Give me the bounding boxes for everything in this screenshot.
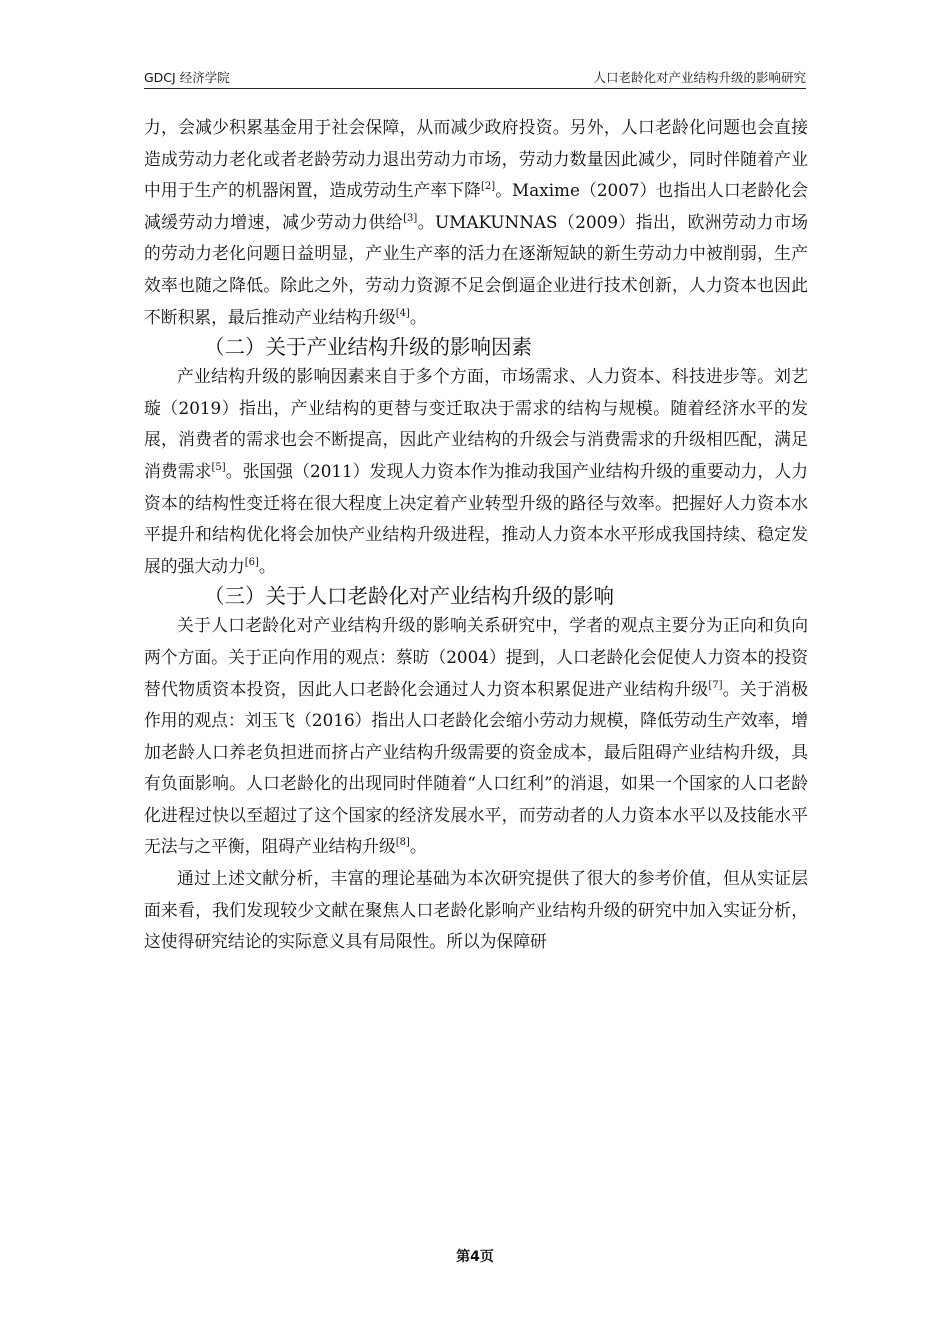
paragraph-literature-summary bbox=[144, 863, 808, 958]
citation-5: [5] bbox=[211, 461, 226, 473]
section-heading-3: （三）关于人口老龄化对产业结构升级的影响 bbox=[204, 584, 614, 609]
page-body bbox=[144, 112, 808, 958]
paragraph-aging-impact bbox=[144, 610, 808, 863]
text-run: 力，会减少积累基金用于社会保障，从而减少政府投资。另外，人口老龄化问题也会直接造成劳动力老化或者老龄劳动力退出劳动力市场，劳动力数量因此减少，同时伴随着产业中用于生产的机器闲置，造成劳动生产率下降 bbox=[144, 117, 808, 201]
citation-3: [3] bbox=[403, 212, 418, 224]
text-run: 产业结构升级的影响因素来自于多个方面，市场需求、人力资本、科技进步等。刘艺璇（2019）指出，产业结构的更替与变迁取决于需求的结构与规模。随着经济水平的发展，消费者的需求也会不断提高，因此产业结构的升级会与消费需求的升级相匹配，满足消费需求 bbox=[144, 366, 808, 481]
citation-8: [8] bbox=[395, 837, 410, 849]
text-run: 关于人口老龄化对产业结构升级的影响关系研究中，学者的观点主要分为正向和负向两个方面。关于正向作用的观点：蔡昉（2004）提到，人口老龄化会促使人力资本的投资替代物质资本投资，因此人口老龄化会通过人力资本积累促进产业结构升级 bbox=[144, 615, 808, 699]
citation-7: [7] bbox=[708, 679, 723, 691]
text-run: 通过上述文献分析，丰富的理论基础为本次研究提供了很大的参考价值，但从实证层面来看，我们发现较少文献在聚焦人口老龄化影响产业结构升级的研究中加入实证分析，这使得研究结论的实际意义具有局限性。所以为保障研 bbox=[144, 868, 808, 952]
running-header bbox=[144, 66, 806, 89]
header-school: GDCJ 经济学院 bbox=[144, 70, 230, 85]
citation-6: [6] bbox=[244, 556, 259, 568]
text-run: 。张国强（2011）发现人力资本作为推动我国产业结构升级的重要动力，人力资本的结构性变迁将在很大程度上决定着产业转型升级的路径与效率。把握好人力资本水平提升和结构优化将会加快产业结构升级进程，推动人力资本水平形成我国持续、稳定发展的强大动力 bbox=[144, 460, 808, 576]
text-run: 。关于消极作用的观点：刘玉飞（2016）指出人口老龄化会缩小劳动力规模，降低劳动生产效率，增加老龄人口养老负担进而挤占产业结构升级需要的资金成本，最后阻碍产业结构升级，具有负面影响。人口老龄化的出现同时伴随着“人口红利”的消退，如果一个国家的人口老龄化进程过快以至超过了这个国家的经济发展水平，而劳动者的人力资本水平以及技能水平无法与之平衡，阻碍产业结构升级 bbox=[144, 678, 808, 857]
citation-4: [4] bbox=[395, 307, 410, 319]
citation-2: [2] bbox=[480, 181, 496, 193]
text-run: 。 bbox=[409, 836, 427, 857]
page-number: 第4页 bbox=[456, 1249, 494, 1265]
paragraph-labor-aging bbox=[144, 112, 808, 333]
text-run: 。Maxime（2007）也指出人口老龄化会减缓劳动力增速，减少劳动力供给 bbox=[144, 180, 808, 232]
text-run: 。 bbox=[409, 306, 427, 327]
text-run: 。UMAKUNNAS（2009）指出，欧洲劳动力市场的劳动力老化问题日益明显，产业生产率的活力在逐渐短缺的新生劳动力中被削弱，生产效率也随之降低。除此之外，劳动力资源不足会倒逼企业进行技术创新，人力资本也因此不断积累，最后推动产业结构升级 bbox=[144, 211, 808, 327]
section-heading-2: （二）关于产业结构升级的影响因素 bbox=[204, 335, 532, 360]
paragraph-influence-factors bbox=[144, 361, 808, 582]
text-run: 。 bbox=[258, 555, 276, 576]
header-title: 人口老龄化对产业结构升级的影响研究 bbox=[593, 70, 806, 85]
